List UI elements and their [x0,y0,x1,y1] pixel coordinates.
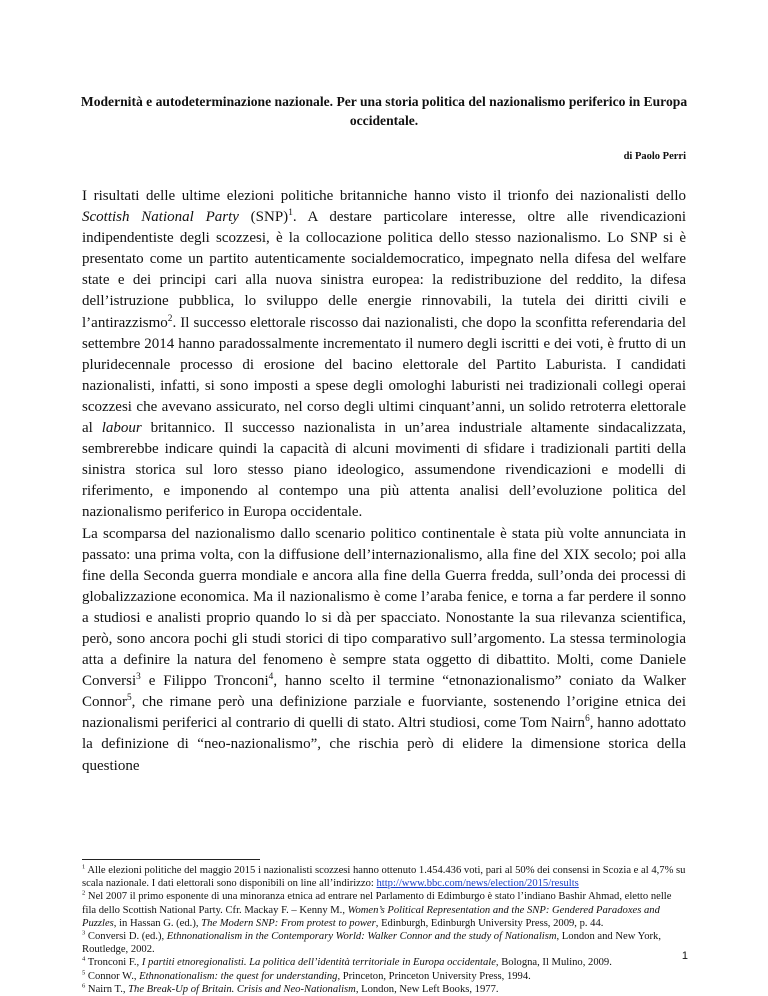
footnote-text: Tronconi F., [85,957,142,969]
footnote-number: 6 [82,982,86,990]
footnote-text: Connor W., [85,970,140,982]
footnote-3 [82,930,686,956]
footnote-text: , London, New Left Books, 1977. [355,983,499,995]
text-run: e Filippo Tronconi [140,673,269,690]
footnotes [82,864,686,996]
footnote-text: , London and New York, Routledge, 2002. [82,931,661,956]
footnote-text: Nairn T., [85,983,129,995]
text-run: britannico. Il successo nazionalista in un’area industriale altamente sindacalizzata, sembrerebbe indicare quindi la capacità di alcuni movimenti di sfidare i tradizionali partiti della sinistra storica sul loro stesso piano ideologico, assumendone rivendicazioni e modelli di riferimento, e imponendo al contempo una più attenta analisi dell’evoluzione politica del nazionalismo periferico in Europa occidentale. [82,420,686,521]
footnote-number: 1 [82,863,86,871]
page-number: 1 [681,950,688,962]
text-run: La scomparsa del nazionalismo dallo scenario politico continentale è stata più volte annunciata in passato: una prima volta, con la diffusione dell’internazionalismo, alla fine del XIX secolo; poi alla fine della Seconda guerra mondiale e ancora alla fine della Guerra fredda, sull’onda dei processi di globalizzazione economica. Ma il nazionalismo è come l’araba fenice, e torna a far perdere il sonno a studiosi e analisti proprio quando lo si dà per spacciato. Nonostante la sua rilevanza scientifica, però, sono ancora pochi gli studi storici di tipo comparativo sull’argomento. La stessa terminologia atta a definire la natura del fenomeno è sempre stata oggetto di dibattito. Molti, come Daniele Conversi [82,525,686,690]
footnote-italic: Ethnonationalism: the quest for understanding [139,970,338,982]
article-title: Modernità e autodeterminazione nazionale. Per una storia politica del nazionalismo periferico in Europa occidentale. [80,94,688,128]
footnote-italic: The Modern SNP: From protest to power [201,917,376,929]
footnote-number: 2 [82,889,86,897]
footnote-ref-6[interactable]: 6 [585,714,590,725]
footnote-italic: Women’s Political Representation and the SNP: Gendered Paradoxes and Puzzles [82,904,660,929]
paragraph-1 [82,186,686,524]
footnote-text: Nel 2007 il primo esponente di una minoranza etnica ad entrare nel Parlamento di Edimburgo è stato l’indiano Bashir Ahmad, eletto nelle fila dello Scottish National Party. Cfr. Mackay F. – Kenny M., [82,891,672,916]
italic-run: labour [101,420,142,437]
footnote-italic: I partiti etnoregionalisti. La politica dell’identità territoriale in Europa occidentale [141,957,496,969]
author-byline: di Paolo Perri [623,151,686,162]
footnote-4 [82,956,686,969]
text-run: , hanno scelto il termine “etnonazionalismo” coniato da Walker Connor [82,673,687,711]
footnote-separator [82,859,260,860]
footnote-number: 3 [82,929,86,937]
footnote-5 [82,970,686,983]
footnote-6 [82,983,686,996]
footnote-text: , in Hassan G. (ed.), [113,917,202,929]
footnote-ref-5[interactable]: 5 [127,693,132,704]
footnote-text: Alle elezioni politiche del maggio 2015 i nazionalisti scozzesi hanno ottenuto 1.454.436 voti, pari al 50% dei consensi in Scozia e al 4,7% su scala nazionale. I dati elettorali sono disponibili on line all’indirizzo: [82,865,686,890]
text-run: . A destare particolare interesse, oltre alle rivendicazioni indipendentiste degli scozzesi, è la collocazione politica dello stesso nazionalismo. Lo SNP si è presentato come un partito autenticamente socialdemocratico, impegnato nella difesa del welfare state e dei principi cari alla nuova sinistra europea: la redistribuzione del reddito, la difesa dell’istruzione pubblica, lo sviluppo delle energie rinnovabili, la tutela dei diritti civili e l’antirazzismo [82,209,686,331]
footnote-2 [82,890,686,930]
footnote-ref-3[interactable]: 3 [136,672,141,683]
footnote-number: 5 [82,969,86,977]
footnote-ref-4[interactable]: 4 [268,672,274,683]
footnote-number: 4 [82,955,86,963]
text-run: , che rimane però una definizione parziale e fuorviante, sostenendo l’origine etnica dei nazionalismi periferici al contrario di quelli di stato. Altri studiosi, come Tom Nairn [82,694,686,732]
text-run: (SNP) [238,209,289,226]
text-run: , hanno adottato la definizione di “neo-nazionalismo”, che rischia però di elidere la dimensione storica della questione [82,715,686,774]
footnote-text: , Edinburgh, Edinburgh University Press, 2009, p. 44. [375,917,604,929]
italic-run: Scottish National Party [82,209,239,226]
footnote-text: , Princeton, Princeton University Press, 1994. [337,970,531,982]
footnote-text: , Bologna, Il Mulino, 2009. [495,957,612,969]
text-run: I risultati delle ultime elezioni politiche britanniche hanno visto il trionfo dei nazionalisti dello [82,188,686,204]
footnote-text: Conversi D. (ed.), [85,931,167,943]
footnote-italic: Ethnonationalism in the Contemporary World: Walker Connor and the study of Nationalism [166,931,557,943]
bbc-results-link[interactable]: http://www.bbc.com/news/election/2015/results [376,878,579,890]
footnote-ref-1[interactable]: 1 [288,208,293,219]
footnote-ref-2[interactable]: 2 [167,313,173,324]
footnote-1 [82,864,686,890]
paragraph-2 [82,524,686,777]
text-run: . Il successo elettorale riscosso dai nazionalisti, che dopo la sconfitta referendaria del settembre 2014 hanno paradossalmente incrementato il numero degli iscritti e dei voti, è frutto di un pluridecennale processo di erosione del bacino elettorale del Partito Laburista. I candidati nazionalisti, infatti, si sono imposti a spese degli omologhi laburisti nei tradizionali collegi operai scozzesi che avevano assicurato, nel corso degli ultimi cinquant’anni, un solido retroterra elettorale al [82,314,686,437]
footnote-italic: The Break-Up of Britain. Crisis and Neo-Nationalism [128,983,356,995]
article-body [82,186,686,777]
